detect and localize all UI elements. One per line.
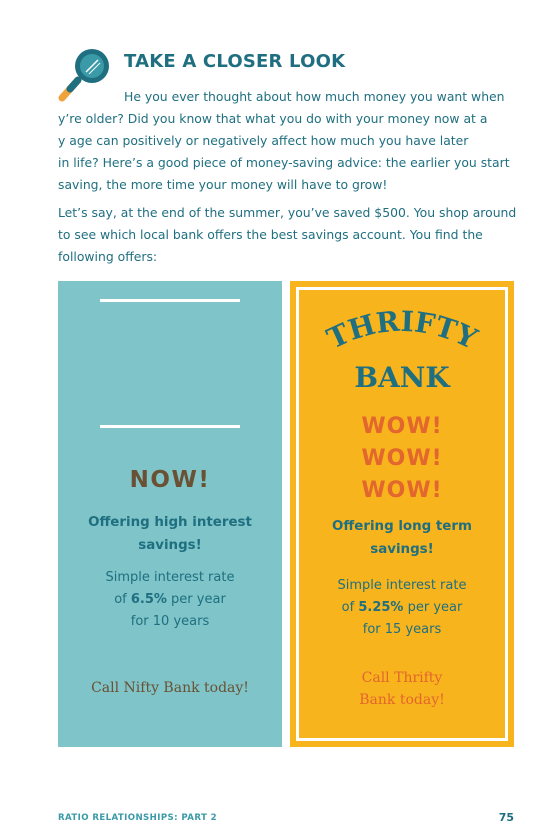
- nifty-term: for 10 years: [130, 614, 210, 629]
- nifty-tagline-line: savings!: [138, 538, 202, 553]
- thrifty-call-to-action: [300, 667, 504, 711]
- thrifty-shout: WOW!: [361, 478, 443, 503]
- thrifty-rate-label: Simple interest rate: [337, 578, 467, 593]
- page-number: 75: [498, 811, 514, 824]
- thrifty-tagline: [300, 515, 504, 561]
- nifty-rate-of: of: [114, 592, 131, 607]
- intro-line: in life? Here’s a good piece of money-saving advice: the earlier you start: [58, 155, 510, 170]
- intro-line: saving, the more time your money will have to grow!: [58, 177, 388, 192]
- scenario-line: Let’s say, at the end of the summer, you’ve saved $500. You shop around: [58, 205, 517, 220]
- intro-line: He you ever thought about how much money you want when: [124, 89, 505, 104]
- footer-section-title: RATIO RELATIONSHIPS: PART 2: [58, 813, 217, 823]
- decorative-line: [100, 299, 240, 302]
- intro-paragraph: [58, 86, 508, 196]
- thrifty-tagline-line: Offering long term: [332, 519, 472, 534]
- nifty-rate: [68, 567, 272, 633]
- thrifty-term: for 15 years: [362, 622, 442, 637]
- thrifty-rate-line: [300, 597, 504, 619]
- decorative-line: [100, 425, 240, 428]
- intro-line: y age can positively or negatively affect how much you have later: [58, 133, 469, 148]
- scenario-paragraph: [58, 202, 517, 268]
- thrifty-shout: WOW!: [361, 414, 443, 439]
- nifty-rate-suffix: per year: [166, 592, 226, 607]
- thrifty-bank-ad: [290, 281, 514, 747]
- thrifty-call-line: Call Thrifty: [361, 670, 443, 686]
- thrifty-rate-value: 5.25%: [358, 600, 404, 615]
- svg-text:THRIFTY: [322, 305, 483, 356]
- nifty-bank-ad: [58, 281, 282, 747]
- thrifty-logo-line2: BANK: [354, 361, 450, 394]
- nifty-rate-line: [68, 589, 272, 611]
- thrifty-call-line: Bank today!: [359, 692, 445, 708]
- nifty-shout: NOW!: [129, 467, 211, 493]
- nifty-call-to-action: Call Nifty Bank today!: [91, 680, 249, 696]
- thrifty-rate-suffix: per year: [403, 600, 463, 615]
- section-heading: TAKE A CLOSER LOOK: [124, 51, 346, 72]
- nifty-rate-value: 6.5%: [130, 592, 167, 607]
- thrifty-rate: [300, 575, 504, 641]
- thrifty-shouts: [290, 411, 514, 507]
- intro-line: y’re older? Did you know that what you do with your money now at a: [58, 111, 488, 126]
- thrifty-shout: WOW!: [361, 446, 443, 471]
- thrifty-bank-logo: [310, 301, 494, 401]
- thrifty-rate-of: of: [341, 600, 359, 615]
- nifty-tagline: [68, 511, 272, 557]
- thrifty-logo-line1: THRIFTY: [321, 304, 483, 356]
- thrifty-tagline-line: savings!: [370, 542, 434, 557]
- scenario-line: following offers:: [58, 249, 158, 264]
- nifty-tagline-line: Offering high interest: [88, 515, 252, 530]
- scenario-line: to see which local bank offers the best savings account. You find the: [58, 227, 483, 242]
- nifty-rate-label: Simple interest rate: [105, 570, 235, 585]
